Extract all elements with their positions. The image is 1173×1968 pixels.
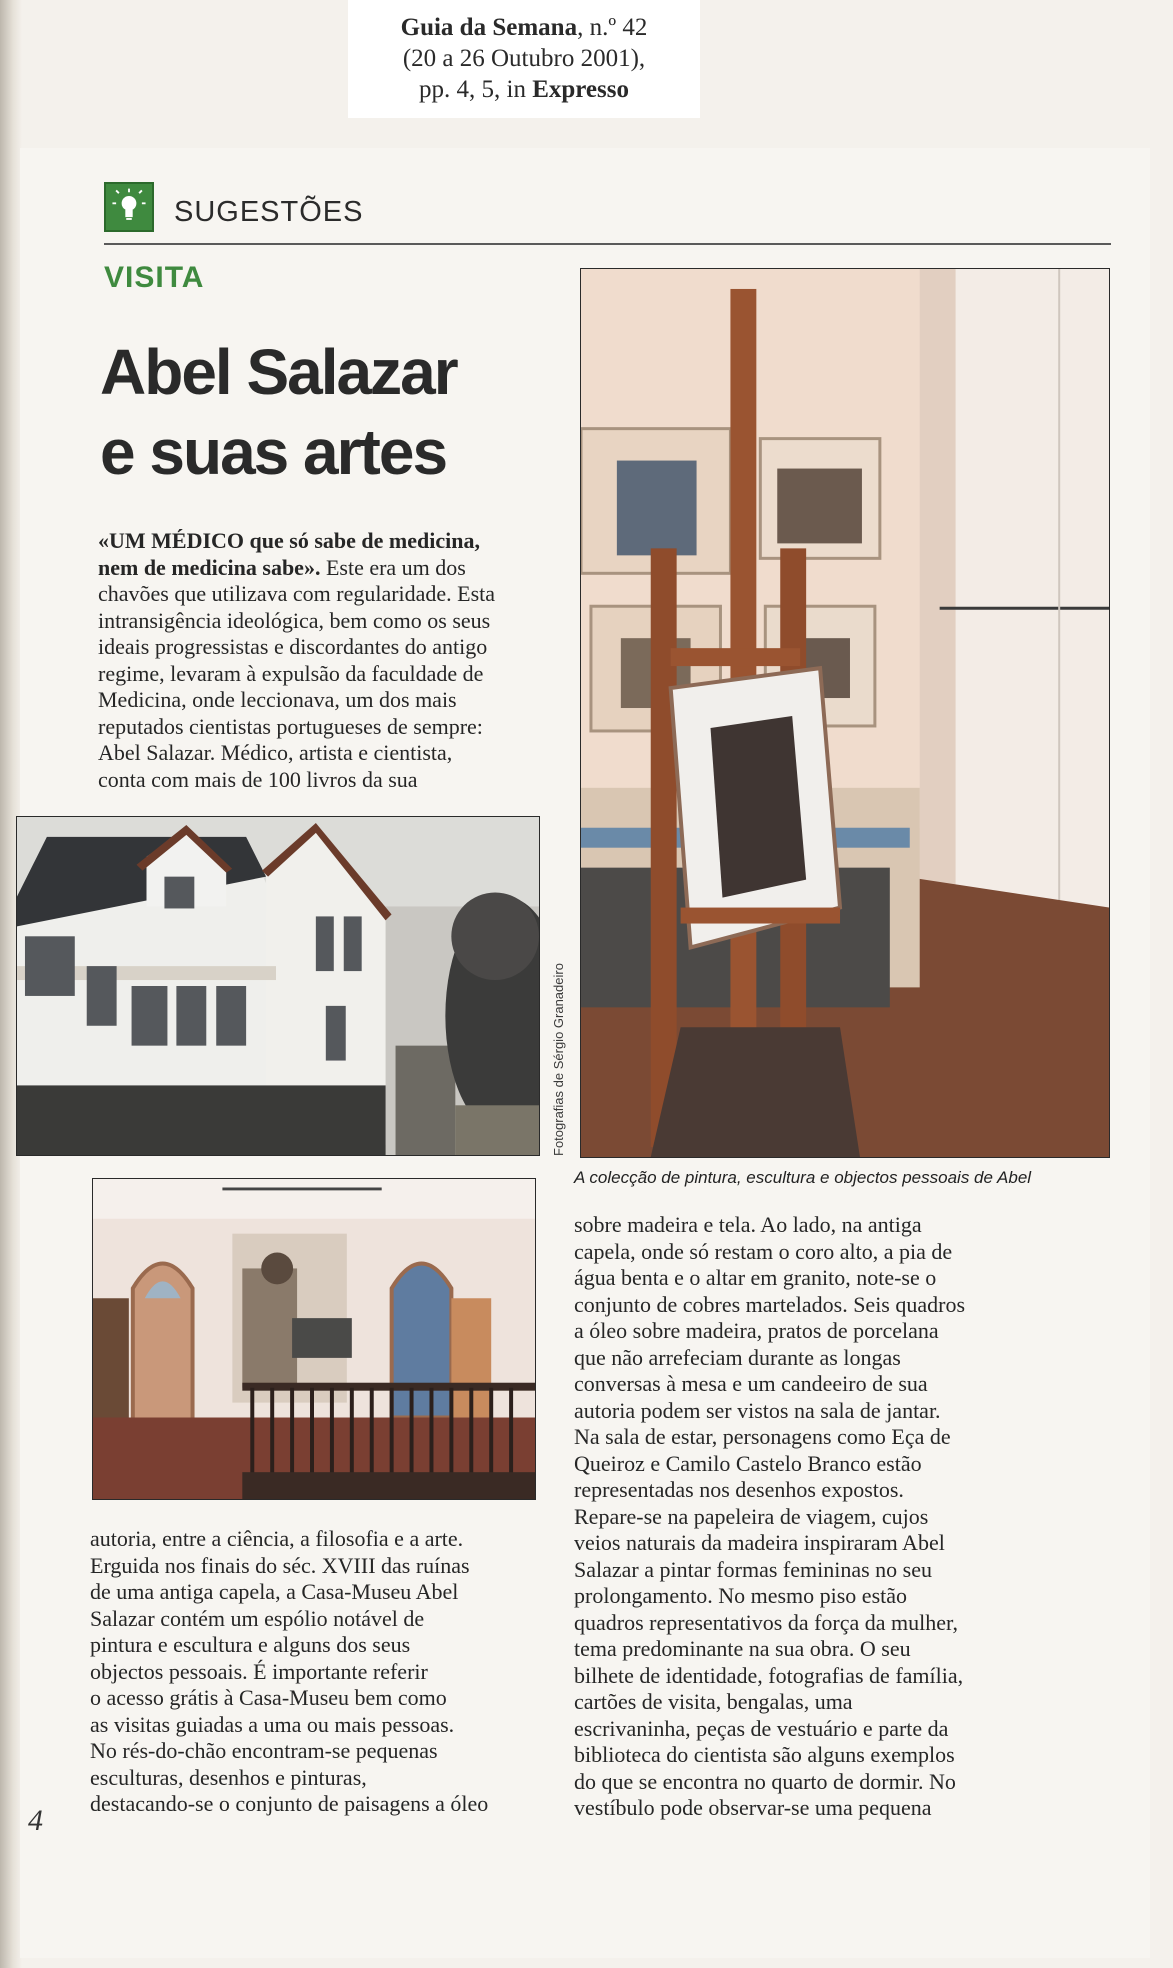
photo-credit: Fotografias de Sérgio Granadeiro xyxy=(551,963,566,1156)
intro-line xyxy=(98,740,516,767)
photo-caption: A colecção de pintura, escultura e objectos pessoais de Abel xyxy=(574,1168,1032,1187)
article-intro xyxy=(98,528,516,793)
article-text-line: Erguida nos finais do séc. XVIII das ruínas xyxy=(90,1552,470,1578)
intro-line xyxy=(98,687,516,714)
article-text-line: biblioteca do cientista são alguns exemplos xyxy=(574,1742,955,1767)
article-text-line: cartões de visita, bengalas, uma xyxy=(574,1689,853,1714)
intro-line xyxy=(98,714,516,741)
article-text-line: água benta e o altar em granito, note-se o xyxy=(574,1265,937,1290)
headline-line-1: Abel Salazar xyxy=(100,336,457,408)
article-text-line: Salazar contém um espólio notável de xyxy=(90,1605,425,1631)
intro-line xyxy=(98,528,516,555)
article-headline xyxy=(100,332,580,492)
intro-text: regime, levaram à expulsão da faculdade de xyxy=(98,660,484,686)
article-text-line: autoria podem ser vistos na sala de jantar. xyxy=(574,1397,941,1423)
article-text-line: tema predominante na sua obra. O seu xyxy=(574,1636,911,1661)
intro-line xyxy=(98,634,516,661)
intro-text: chavões que utilizava com regularidade. Esta xyxy=(98,581,496,606)
intro-text: Medicina, onde leccionava, um dos mais xyxy=(98,687,457,712)
article-text-line: sobre madeira e tela. Ao lado, na antiga xyxy=(574,1212,922,1237)
intro-line xyxy=(98,555,516,582)
intro-text: intransigência ideológica, bem como os seus xyxy=(98,607,491,633)
intro-text: Este era um dos xyxy=(320,554,466,580)
article-text-line: a óleo sobre madeira, pratos de porcelana xyxy=(574,1318,939,1343)
intro-text: ideais progressistas e discordantes do antigo xyxy=(98,634,488,659)
section-label: SUGESTÕES xyxy=(174,196,364,228)
intro-text: conta com mais de 100 livros da sua xyxy=(98,766,418,792)
article-text-line: quadros representativos da força da mulher, xyxy=(574,1609,958,1635)
intro-line xyxy=(98,581,516,608)
article-text-line: objectos pessoais. É importante referir xyxy=(90,1658,428,1684)
intro-line xyxy=(98,608,516,635)
citation-publication: Guia da Semana xyxy=(400,14,578,41)
photo-gallery-easel xyxy=(580,268,1110,1158)
article-text-line: destacando-se o conjunto de paisagens a óleo xyxy=(90,1791,489,1816)
headline-line-2: e suas artes xyxy=(100,416,447,488)
article-text-line: conversas à mesa e um candeeiro de sua xyxy=(574,1371,928,1396)
article-text-line: do que se encontra no quarto de dormir. No xyxy=(574,1768,956,1794)
intro-line xyxy=(98,661,516,688)
page-number: 4 xyxy=(28,1804,43,1837)
article-text-line: prolongamento. No mesmo piso estão xyxy=(574,1583,908,1608)
intro-lead-text: nem de medicina sabe». xyxy=(98,554,321,580)
intro-text: Abel Salazar. Médico, artista e cientista, xyxy=(98,740,453,765)
article-text-line: esculturas, desenhos e pinturas, xyxy=(90,1764,367,1790)
article-text-line: de uma antiga capela, a Casa-Museu Abel xyxy=(90,1579,459,1604)
section-rule xyxy=(104,243,1111,245)
article-text-line: as visitas guiadas a uma ou mais pessoas. xyxy=(90,1711,455,1737)
article-text-line: Queiroz e Camilo Castelo Branco estão xyxy=(574,1450,922,1476)
article-text-line: veios naturais da madeira inspiraram Abel xyxy=(574,1530,945,1555)
intro-lead-text: «UM MÉDICO que só sabe de medicina, xyxy=(98,528,480,553)
lightbulb-icon xyxy=(104,182,154,232)
citation-dates: (20 a 26 Outubro 2001), xyxy=(402,45,646,72)
citation-pages: pp. 4, 5, in xyxy=(419,76,533,103)
article-text-line: que não arrefeciam durante as longas xyxy=(574,1344,901,1370)
article-text-line: Na sala de estar, personagens como Eça de xyxy=(574,1424,951,1449)
photo-museum-house xyxy=(16,816,540,1156)
article-text-line: representadas nos desenhos expostos. xyxy=(574,1477,904,1502)
article-text-line: o acesso grátis à Casa-Museu bem como xyxy=(90,1685,447,1710)
intro-line xyxy=(98,767,516,794)
article-text-line: Salazar a pintar formas femininas no seu xyxy=(574,1556,932,1582)
article-text-line: Repare-se na papeleira de viagem, cujos xyxy=(574,1503,929,1529)
photo-chapel-interior xyxy=(92,1178,536,1500)
article-text-line: capela, onde só restam o coro alto, a pia de xyxy=(574,1238,953,1264)
article-kicker: VISITA xyxy=(104,261,205,294)
article-text-line: autoria, entre a ciência, a filosofia e a arte. xyxy=(90,1526,464,1551)
article-text-line: vestíbulo pode observar-se uma pequena xyxy=(574,1795,932,1820)
article-column-right xyxy=(574,1212,1034,1822)
article-text-line: escrivaninha, peças de vestuário e parte da xyxy=(574,1715,949,1741)
article-text-line: bilhete de identidade, fotografias de família, xyxy=(574,1662,964,1688)
citation-issue: , n.º 42 xyxy=(577,14,648,41)
article-column-left xyxy=(90,1526,538,1818)
article-text-line: No rés-do-chão encontram-se pequenas xyxy=(90,1738,438,1763)
article-text-line: conjunto de cobres martelados. Seis quadros xyxy=(574,1291,966,1317)
citation-newspaper: Expresso xyxy=(532,76,629,103)
intro-text: reputados cientistas portugueses de sempre: xyxy=(98,713,483,739)
article-text-line: pintura e escultura e alguns dos seus xyxy=(90,1632,411,1657)
source-citation xyxy=(348,12,700,105)
